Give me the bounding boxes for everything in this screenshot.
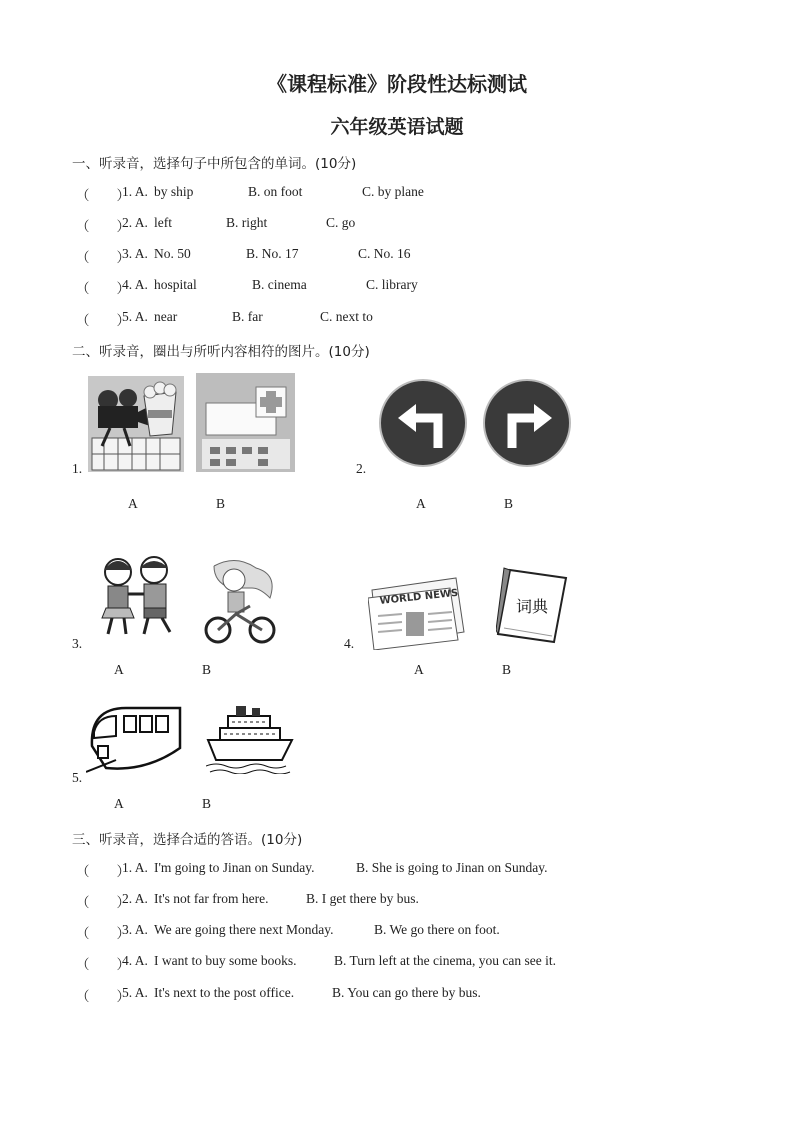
question-number: 4. A. (122, 953, 148, 968)
answer-paren[interactable]: （ ） (76, 219, 130, 234)
section3-heading: 三、听录音，选择合适的答语。(10分) (72, 832, 303, 848)
option-a: near (154, 309, 178, 324)
option-label-b: B (216, 496, 226, 511)
question-number: 3. A. (122, 246, 148, 261)
option-label-a: A (416, 496, 426, 511)
option-c: C. by plane (362, 184, 424, 199)
option-b: B. cinema (252, 277, 307, 292)
option-b: B. She is going to Jinan on Sunday. (356, 860, 548, 875)
newspaper-icon[interactable] (368, 574, 466, 650)
dictionary-icon[interactable] (496, 566, 568, 644)
turn-right-sign-icon[interactable] (482, 378, 572, 468)
dictionary-title: 词典 (516, 597, 549, 616)
item-number: 1. (72, 461, 83, 476)
turn-left-sign-icon[interactable] (378, 378, 468, 468)
option-c: C. library (366, 277, 418, 292)
item-number: 5. (72, 770, 83, 785)
page-title: 《课程标准》阶段性达标测试 (267, 72, 527, 96)
answer-paren[interactable]: （ ） (76, 313, 130, 328)
question-number: 2. A. (122, 891, 148, 906)
answer-paren[interactable]: （ ） (76, 864, 130, 879)
question-number: 5. A. (122, 985, 148, 1000)
hospital-icon[interactable] (196, 373, 295, 472)
answer-paren[interactable]: （ ） (76, 250, 130, 265)
question-number: 1. A. (122, 184, 148, 199)
answer-paren[interactable]: （ ） (76, 957, 130, 972)
train-icon[interactable] (86, 702, 186, 774)
option-label-a: A (114, 796, 124, 811)
section1-heading: 一、听录音，选择句子中所包含的单词。(10分) (72, 156, 357, 172)
section2-heading: 二、听录音，圈出与所听内容相符的图片。(10分) (72, 344, 370, 360)
option-label-a: A (114, 662, 124, 677)
option-a: It's next to the post office. (154, 985, 295, 1000)
option-label-b: B (502, 662, 512, 677)
option-a: I'm going to Jinan on Sunday. (154, 860, 315, 875)
option-a: I want to buy some books. (154, 953, 297, 968)
option-b: B. right (226, 215, 268, 230)
answer-paren[interactable]: （ ） (76, 188, 130, 203)
option-label-b: B (202, 796, 212, 811)
question-number: 4. A. (122, 277, 148, 292)
question-number: 5. A. (122, 309, 148, 324)
option-b: B. far (232, 309, 263, 324)
answer-paren[interactable]: （ ） (76, 895, 130, 910)
question-number: 3. A. (122, 922, 148, 937)
ship-icon[interactable] (206, 698, 294, 774)
option-c: C. next to (320, 309, 373, 324)
answer-paren[interactable]: （ ） (76, 989, 130, 1004)
option-b: B. We go there on foot. (374, 922, 500, 937)
answer-paren[interactable]: （ ） (76, 926, 130, 941)
option-a: hospital (154, 277, 197, 292)
option-label-a: A (414, 662, 424, 677)
option-b: B. You can go there by bus. (332, 985, 481, 1000)
girl-cycling-icon[interactable] (200, 558, 284, 644)
option-a: It's not far from here. (154, 891, 269, 906)
newspaper-headline: WORLD NEWS (379, 587, 459, 607)
option-a: left (154, 215, 172, 230)
option-c: C. No. 16 (358, 246, 411, 261)
option-label-a: A (128, 496, 138, 511)
children-walking-icon[interactable] (92, 552, 186, 640)
option-a: We are going there next Monday. (154, 922, 334, 937)
option-b: B. on foot (248, 184, 303, 199)
option-a: No. 50 (154, 246, 191, 261)
answer-paren[interactable]: （ ） (76, 281, 130, 296)
question-number: 2. A. (122, 215, 148, 230)
question-number: 1. A. (122, 860, 148, 875)
option-a: by ship (154, 184, 194, 199)
option-b: B. Turn left at the cinema, you can see it. (334, 953, 556, 968)
item-number: 2. (356, 461, 367, 476)
item-number: 4. (344, 636, 355, 651)
option-c: C. go (326, 215, 356, 230)
option-label-b: B (504, 496, 514, 511)
option-b: B. No. 17 (246, 246, 299, 261)
page-subtitle: 六年级英语试题 (330, 116, 464, 138)
cinema-popcorn-icon[interactable] (88, 376, 184, 472)
item-number: 3. (72, 636, 83, 651)
option-b: B. I get there by bus. (306, 891, 419, 906)
option-label-b: B (202, 662, 212, 677)
